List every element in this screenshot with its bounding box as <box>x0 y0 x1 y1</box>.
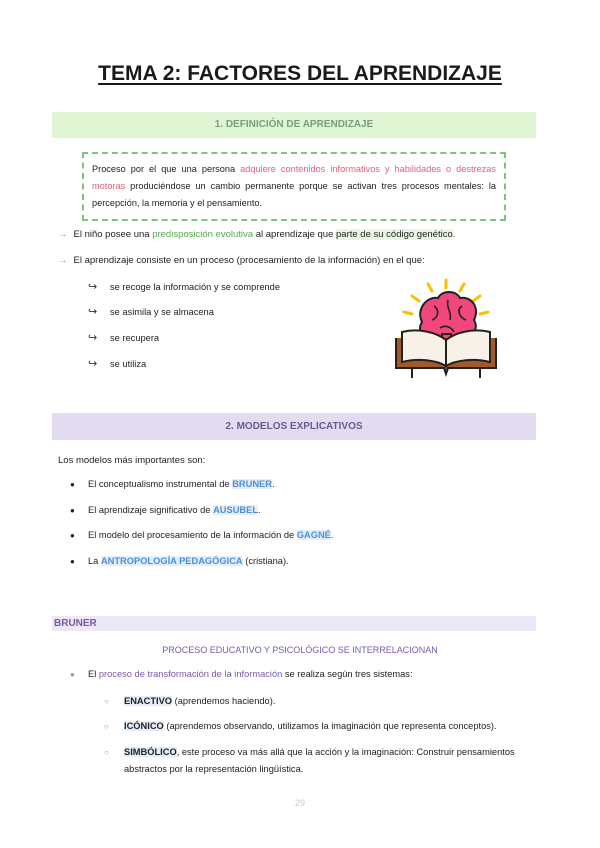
bullet-icon: ● <box>70 557 75 566</box>
system-name: SIMBÓLICO <box>124 747 177 757</box>
model-text: El modelo del procesamiento de la información de <box>88 530 297 540</box>
definition-text-2: produciéndose un cambio permanente porque se activan tres procesos mentales: la percepción, la memoria y el pensamiento. <box>92 181 496 208</box>
bullet-icon: ● <box>70 506 75 515</box>
models-intro: Los modelos más importantes son: <box>58 455 206 466</box>
section-heading-definition: 1. DEFINICIÓN DE APRENDIZAJE <box>52 112 536 138</box>
bruner-subtitle: PROCESO EDUCATIVO Y PSICOLÓGICO SE INTERRELACIONAN <box>162 645 438 655</box>
definition-text-1: Proceso por el que una persona <box>92 164 241 174</box>
list-item <box>70 479 275 489</box>
list-item <box>104 718 497 735</box>
point1-highlight-1: predisposición evolutiva <box>152 229 254 240</box>
list-item <box>70 505 261 515</box>
brain-over-book-icon <box>388 276 504 382</box>
model-suffix: . <box>258 505 261 515</box>
list-item <box>70 669 413 679</box>
system-name: ENACTIVO <box>124 696 173 706</box>
hook-arrow-icon: ↪ <box>88 332 98 344</box>
model-name: GAGNÉ <box>296 530 331 540</box>
model-suffix: . <box>271 479 275 489</box>
list-item <box>70 556 289 566</box>
point1-highlight-2: parte de su código genético <box>336 229 453 240</box>
list-item <box>88 357 146 370</box>
hook-arrow-icon: ↪ <box>88 281 98 293</box>
model-text: El aprendizaje significativo de <box>88 505 214 515</box>
model-text: La <box>88 556 101 566</box>
step-text: se utiliza <box>110 359 147 369</box>
circle-bullet-icon: ○ <box>104 697 109 706</box>
bullet-text: El <box>88 669 99 679</box>
bullet-icon: ● <box>70 670 75 679</box>
section-heading-models: 2. MODELOS EXPLICATIVOS <box>52 413 536 440</box>
step-text: se asimila y se almacena <box>110 307 214 317</box>
list-item <box>88 331 159 344</box>
list-item <box>104 744 544 777</box>
list-item <box>88 280 280 293</box>
arrow-right-icon: → <box>58 255 68 266</box>
bullet-text-end: se realiza según tres sistemas: <box>282 669 413 679</box>
point1-text-3: . <box>452 229 456 240</box>
point2-text: El aprendizaje consiste en un proceso (procesamiento de la información) en el que: <box>73 255 425 266</box>
point1-text-2: al aprendizaje que <box>253 229 336 240</box>
system-desc: , este proceso va más allá que la acción y la imaginación: Construir pensamientos abstractos por la representación lingüística. <box>124 747 515 774</box>
model-name: BRUNER <box>232 479 272 489</box>
bullet-icon: ● <box>70 531 75 540</box>
model-suffix: (cristiana). <box>242 556 289 566</box>
bullet-highlight: proceso de transformación de la información <box>98 669 283 679</box>
model-text: El conceptualismo instrumental de <box>88 479 233 489</box>
definition-box <box>82 152 506 221</box>
definition-highlight: adquiere contenidos informativos y habilidades o destrezas motoras <box>92 164 496 191</box>
step-text: se recoge la información y se comprende <box>110 282 281 292</box>
page-title: TEMA 2: FACTORES DEL APRENDIZAJE <box>98 62 502 85</box>
list-item <box>70 530 333 540</box>
list-item <box>104 693 275 710</box>
arrow-right-icon: → <box>58 229 68 240</box>
circle-bullet-icon: ○ <box>104 748 109 757</box>
point-process <box>58 255 425 266</box>
point1-text-1: El niño posee una <box>73 229 153 240</box>
page-number: 29 <box>294 798 305 808</box>
hook-arrow-icon: ↪ <box>88 306 98 318</box>
circle-bullet-icon: ○ <box>104 722 109 731</box>
model-name: AUSUBEL <box>213 505 259 515</box>
model-suffix: . <box>330 530 334 540</box>
bruner-heading: BRUNER <box>52 616 536 631</box>
system-desc: (aprendemos observando, utilizamos la imaginación que representa conceptos). <box>163 721 497 731</box>
step-text: se recupera <box>110 333 160 343</box>
hook-arrow-icon: ↪ <box>88 358 98 370</box>
list-item <box>88 305 214 318</box>
point-predisposition <box>58 229 455 240</box>
system-desc: (aprendemos haciendo). <box>172 696 276 706</box>
system-name: ICÓNICO <box>124 721 164 731</box>
bullet-icon: ● <box>70 480 75 489</box>
model-name: ANTROPOLOGÍA PEDAGÓGICA <box>100 556 243 566</box>
